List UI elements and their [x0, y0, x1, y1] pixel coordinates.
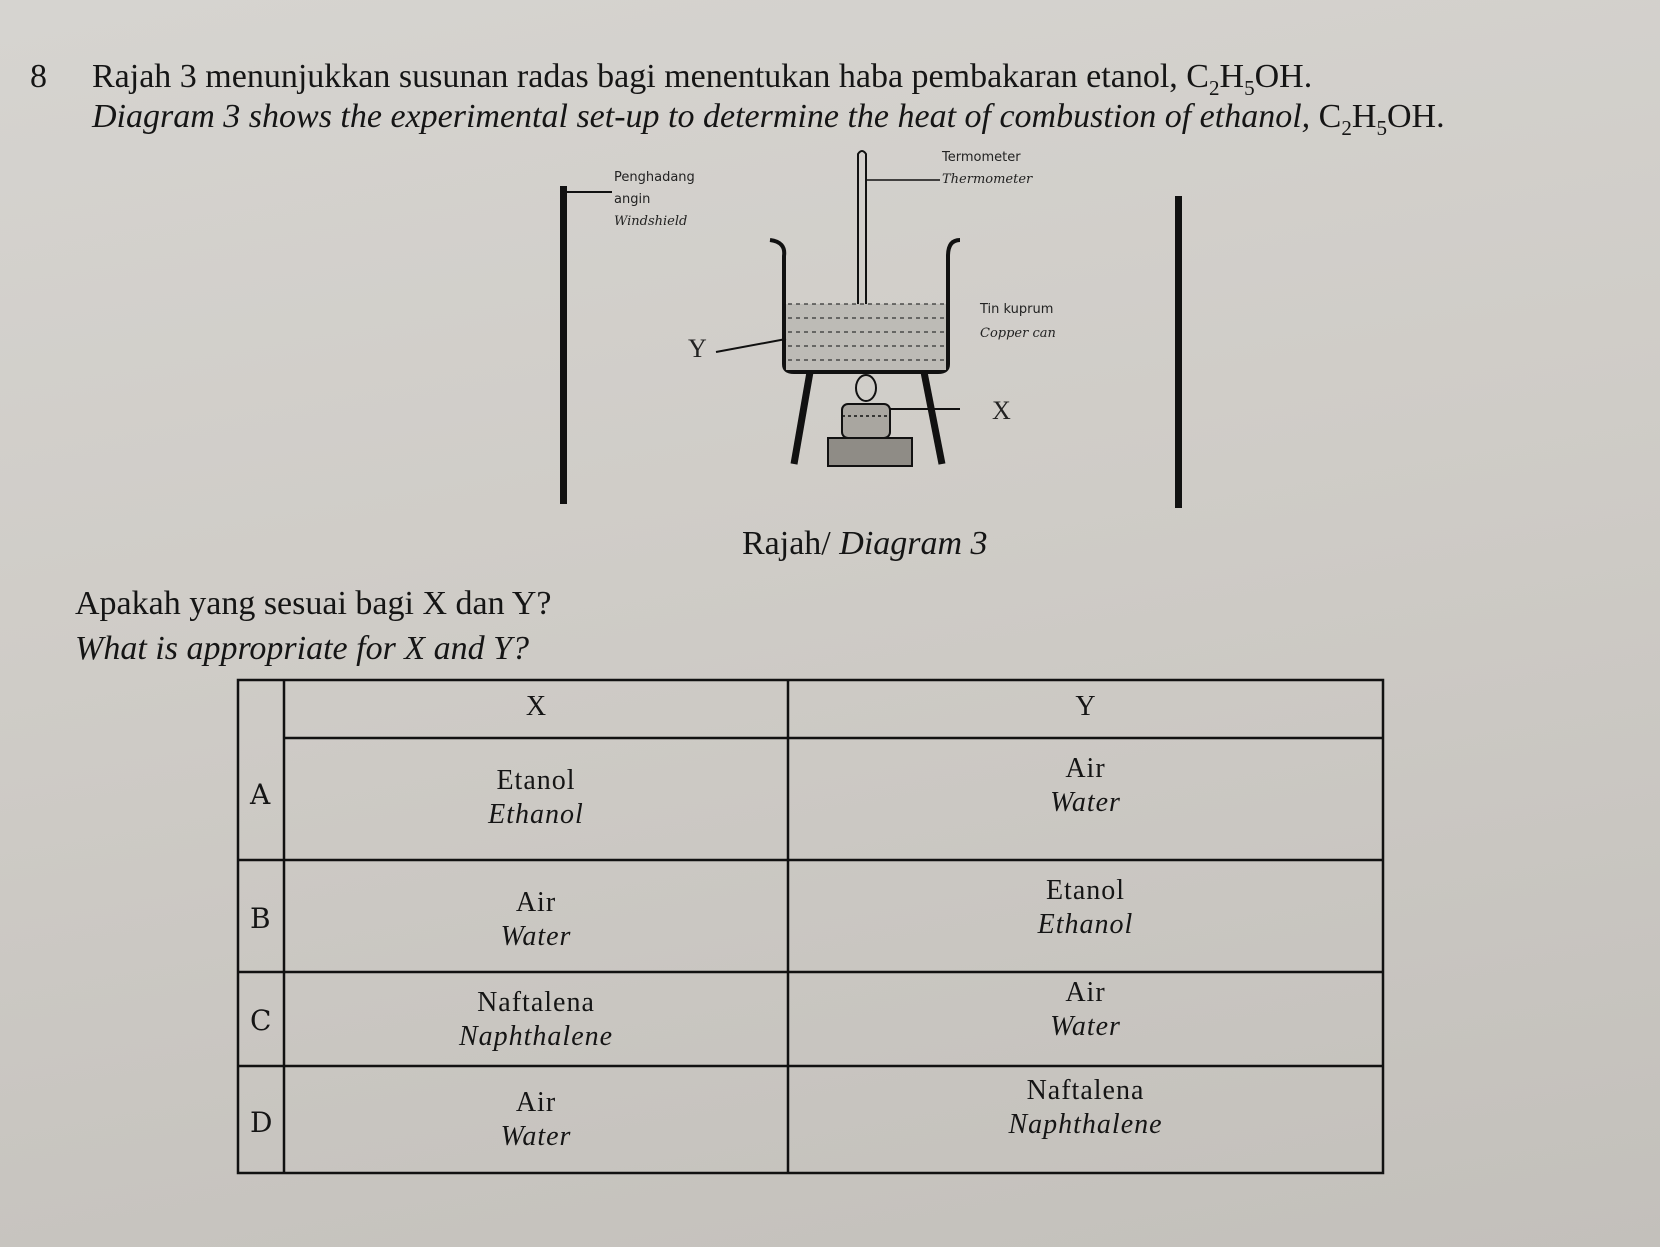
question-text-english: Diagram 3 shows the experimental set-up to determine the heat of combustion of ethanol, $C_2H_5OH$. — [92, 98, 1445, 140]
windshield-right — [1175, 196, 1182, 508]
thermometer-label-en: Thermometer — [942, 172, 1033, 187]
windshield-label-ms-2: angin — [614, 192, 651, 207]
option-a-y: Air Water — [1050, 753, 1121, 818]
spirit-lamp — [842, 404, 890, 438]
water-in-can — [786, 304, 946, 370]
ask-english: What is appropriate for X and Y? — [75, 630, 529, 667]
question-number: 8 — [30, 58, 47, 95]
wooden-block — [828, 438, 912, 466]
option-c-y: Air Water — [1050, 977, 1121, 1042]
windshield-label-ms: Penghadang — [614, 170, 695, 185]
answer-table — [236, 678, 1388, 1176]
option-a-label: A — [250, 778, 271, 811]
option-c-x: Naftalena Naphthalene — [458, 987, 614, 1052]
copper-can-label-en: Copper can — [980, 326, 1056, 341]
windshield-label-en: Windshield — [614, 214, 688, 229]
option-d-y: Naftalena Naphthalene — [1008, 1075, 1163, 1140]
formula-c: C — [1186, 58, 1209, 95]
ask-malay: Apakah yang sesuai bagi X dan Y? — [75, 585, 552, 622]
option-b-label: B — [250, 902, 271, 935]
option-a-x: Etanol Ethanol — [488, 765, 584, 830]
thermometer-label-ms: Termometer — [942, 150, 1021, 165]
label-x: X — [992, 396, 1011, 425]
stand-leg-left — [794, 372, 810, 464]
diagram-caption: Rajah/ Diagram 3 — [742, 525, 988, 562]
y-pointer — [716, 339, 786, 352]
flame — [856, 375, 876, 401]
stand-leg-right — [924, 372, 942, 464]
question-text-malay: Rajah 3 menunjukkan susunan radas bagi menentukan haba pembakaran etanol, $C_2H_5OH$. — [92, 58, 1313, 100]
header-y: Y — [1075, 691, 1096, 722]
label-y: Y — [688, 334, 707, 363]
option-d-label: D — [250, 1106, 273, 1139]
option-b-y: Etanol Ethanol — [1037, 875, 1134, 940]
option-d-x: Air Water — [500, 1087, 572, 1152]
option-c-label: C — [250, 1004, 272, 1037]
copper-can-label-ms: Tin kuprum — [980, 302, 1054, 317]
option-b-x: Air Water — [500, 887, 572, 952]
header-x: X — [525, 691, 547, 722]
apparatus-diagram — [520, 150, 1200, 510]
windshield-left — [560, 186, 567, 504]
